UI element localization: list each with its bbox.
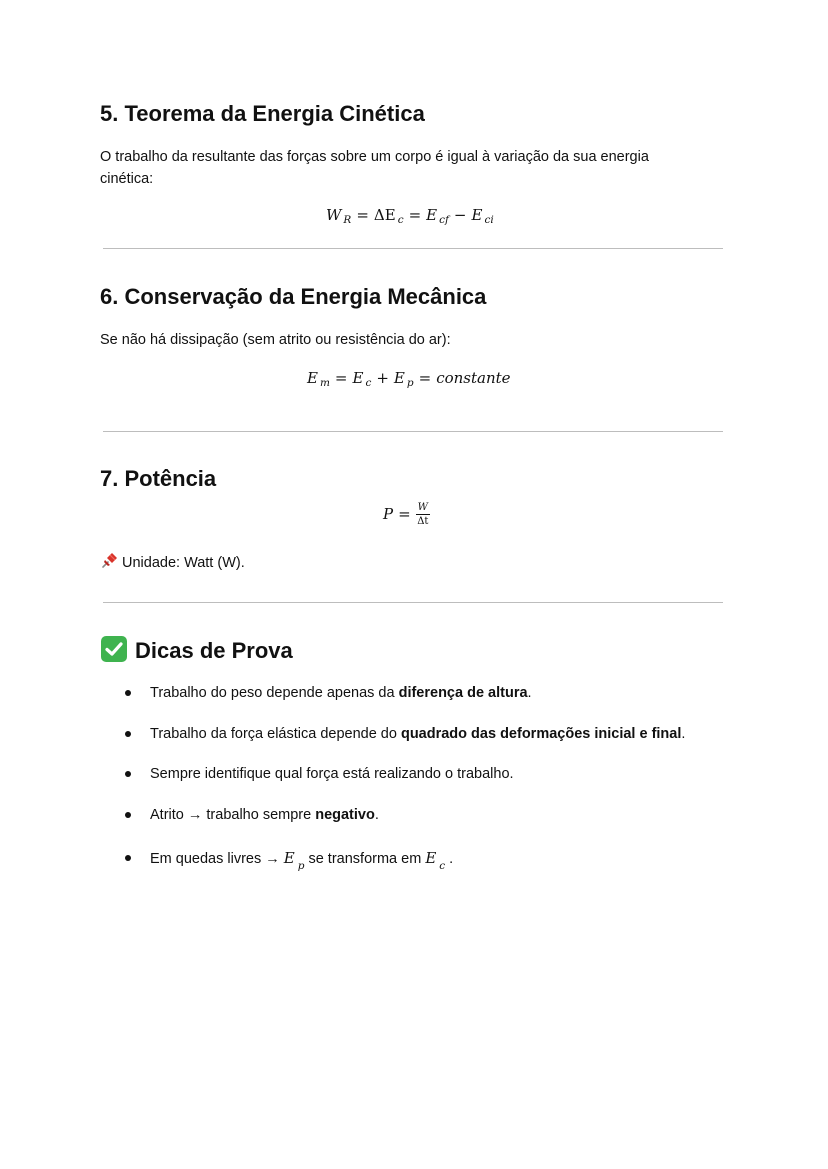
unit-text: Unidade: Watt (W). — [122, 555, 245, 571]
formula-mechanical-energy: E $_m$ = E $_c$ + E $_p$ = constante — [307, 369, 511, 389]
tips-title-row — [101, 636, 293, 664]
bullet — [125, 690, 131, 696]
section-7-title: 7. Potência — [100, 466, 217, 491]
section-5-text: O trabalho da resultante das forças sobre um corpo é igual à variação da sua energia cinética: — [100, 149, 649, 187]
section-6-title: 6. Conservação da Energia Mecânica — [100, 284, 487, 309]
section-6-text: Se não há dissipação (sem atrito ou resistência do ar): — [100, 332, 451, 348]
unit-note — [100, 552, 700, 574]
document-page: 5. Teorema da Energia Cinética O trabalho da resultante das forças sobre um corpo é igual à variação da sua energia cinética: W $_R$ = ΔE $_c$ = E $_{cf}$ − E $_{ci}$ 6. Conservação da Energia Mecânica Se não há dissipação (sem atrito ou resistência do ar): E $_m$ = E $_c$ + E $_p$ = constante 7. Potência P = $\frac{W}{\Delta t}$ Unidade: Watt (W). Dicas de Prova Trabalho do peso depende apenas da diferença de altura. Trabalho da força elástica depende do quadrado das deformações inicial e final. Sempre identifique qual força está realizando o trabalho. Atrito → trabalho sempre negativo. Em quedas livres → E $_p$ se transforma em E $_c$ . — [0, 0, 828, 1169]
bullet — [125, 771, 131, 777]
bullet — [125, 812, 131, 818]
bullet — [125, 731, 131, 737]
bullet — [125, 855, 131, 861]
tips-title: Dicas de Prova — [135, 638, 293, 663]
divider — [103, 431, 723, 432]
divider — [103, 248, 723, 249]
check-mark-icon — [101, 636, 127, 662]
formula-power: P = $\frac{W}{\Delta t}$ — [383, 502, 429, 527]
section-5-title: 5. Teorema da Energia Cinética — [100, 101, 425, 126]
formula-kinetic-energy-theorem: W $_R$ = ΔE $_c$ = E $_{cf}$ − E $_{ci}$ — [326, 206, 494, 226]
pushpin-icon — [100, 552, 118, 570]
divider — [103, 602, 723, 603]
